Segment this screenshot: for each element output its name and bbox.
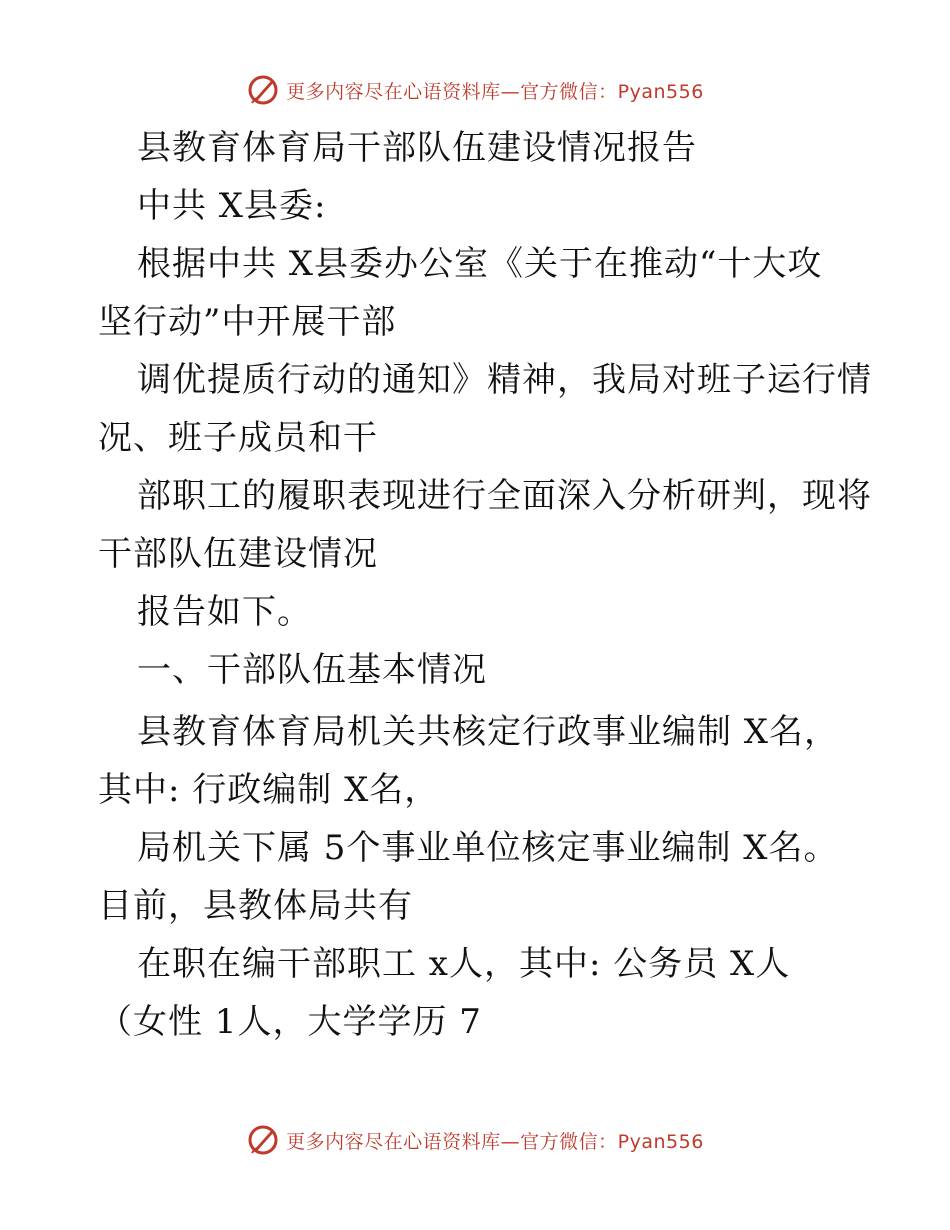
paragraph-line: 部职工的履职表现进行全面深入分析研判，现将 <box>137 476 872 516</box>
watermark-header <box>0 70 950 110</box>
paragraph-line: 在职在编干部职工 x人，其中: 公务员 X人 <box>137 944 791 984</box>
paragraph-line: 坚行动”中开展干部 <box>98 302 397 342</box>
watermark-text: 更多内容尽在心语资料库—官方微信：Pyan556 <box>286 80 704 103</box>
document-title: 县教育体育局干部队伍建设情况报告 <box>137 128 697 168</box>
quill-logo-icon <box>246 73 280 107</box>
paragraph-line: 报告如下。 <box>137 592 312 632</box>
paragraph-line: 目前，县教体局共有 <box>98 886 413 926</box>
paragraph-line: 调优提质行动的通知》精神，我局对班子运行情 <box>137 360 872 400</box>
paragraph-line: 况、班子成员和干 <box>98 418 378 458</box>
watermark-footer <box>0 1120 950 1160</box>
quill-logo-icon <box>246 1123 280 1157</box>
paragraph-line: 县教育体育局机关共核定行政事业编制 X名， <box>137 712 840 752</box>
paragraph-line: 根据中共 X县委办公室《关于在推动“十大攻 <box>137 244 823 284</box>
watermark-text: 更多内容尽在心语资料库—官方微信：Pyan556 <box>286 1130 704 1153</box>
paragraph-line: 干部队伍建设情况 <box>98 534 378 574</box>
salutation: 中共 X县委: <box>137 186 327 226</box>
paragraph-line: 局机关下属 5个事业单位核定事业编制 X名。 <box>137 828 839 868</box>
paragraph-line: 其中: 行政编制 X名， <box>98 770 440 810</box>
paragraph-line: （女性 1人，大学学历 7 <box>98 1002 482 1042</box>
section-heading: 一、干部队伍基本情况 <box>137 650 487 690</box>
